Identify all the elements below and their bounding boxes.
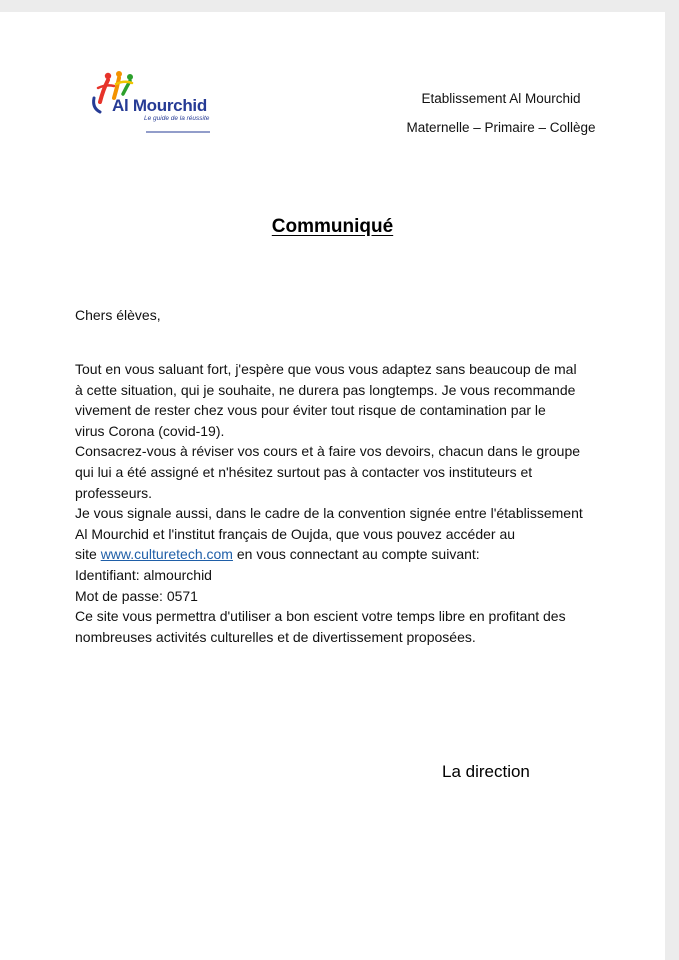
page-title (0, 216, 665, 238)
website-link[interactable]: www.culturetech.com (100, 546, 233, 563)
body-line: vivement de rester chez vous pour éviter tout risque de contamination par le (75, 402, 546, 419)
title-text: Communiqué (271, 216, 394, 237)
password-line: Mot de passe: 0571 (75, 587, 198, 604)
signature: La direction (442, 762, 530, 781)
body-line: Tout en vous saluant fort, j'espère que vous vous adaptez sans beaucoup de mal (75, 361, 577, 377)
logo-name: Al Mourchid (112, 96, 207, 115)
logo-tagline: Le guide de la réussite (144, 115, 210, 122)
body-line: à cette situation, qui je souhaite, ne durera pas longtemps. Je vous recommande (75, 381, 576, 398)
header-line-establishment: Etablissement Al Mourchid (421, 91, 581, 106)
identifiant-line: Identifiant: almourchid (75, 566, 212, 583)
body-line: Ce site vous permettra d'utiliser a bon escient votre temps libre en profitant des (75, 608, 566, 625)
site-prefix: site (75, 546, 101, 563)
body-line: Consacrez-vous à réviser vos cours et à faire vos devoirs, chacun dans le groupe (75, 443, 581, 460)
salutation: Chers élèves, (75, 307, 161, 323)
body-line: qui lui a été assigné et n'hésitez surtout pas à contacter vos instituteurs et (75, 463, 533, 480)
body-line: nombreuses activités culturelles et de divertissement proposées. (75, 628, 476, 645)
body-line: Al Mourchid et l'institut français de Oujda, que vous pouvez accéder au (75, 525, 516, 542)
site-suffix: en vous connectant au compte suivant: (232, 546, 480, 563)
header-line-levels: Maternelle – Primaire – Collège (406, 120, 596, 135)
body-line: Je vous signale aussi, dans le cadre de la convention signée entre l'établissement (75, 505, 583, 522)
body-line: virus Corona (covid-19). (75, 422, 225, 439)
body-line: professeurs. (75, 484, 153, 501)
site-line (75, 544, 620, 565)
school-logo (86, 70, 226, 140)
document-page (0, 12, 665, 960)
letter-body (75, 359, 620, 647)
school-header (395, 84, 607, 142)
